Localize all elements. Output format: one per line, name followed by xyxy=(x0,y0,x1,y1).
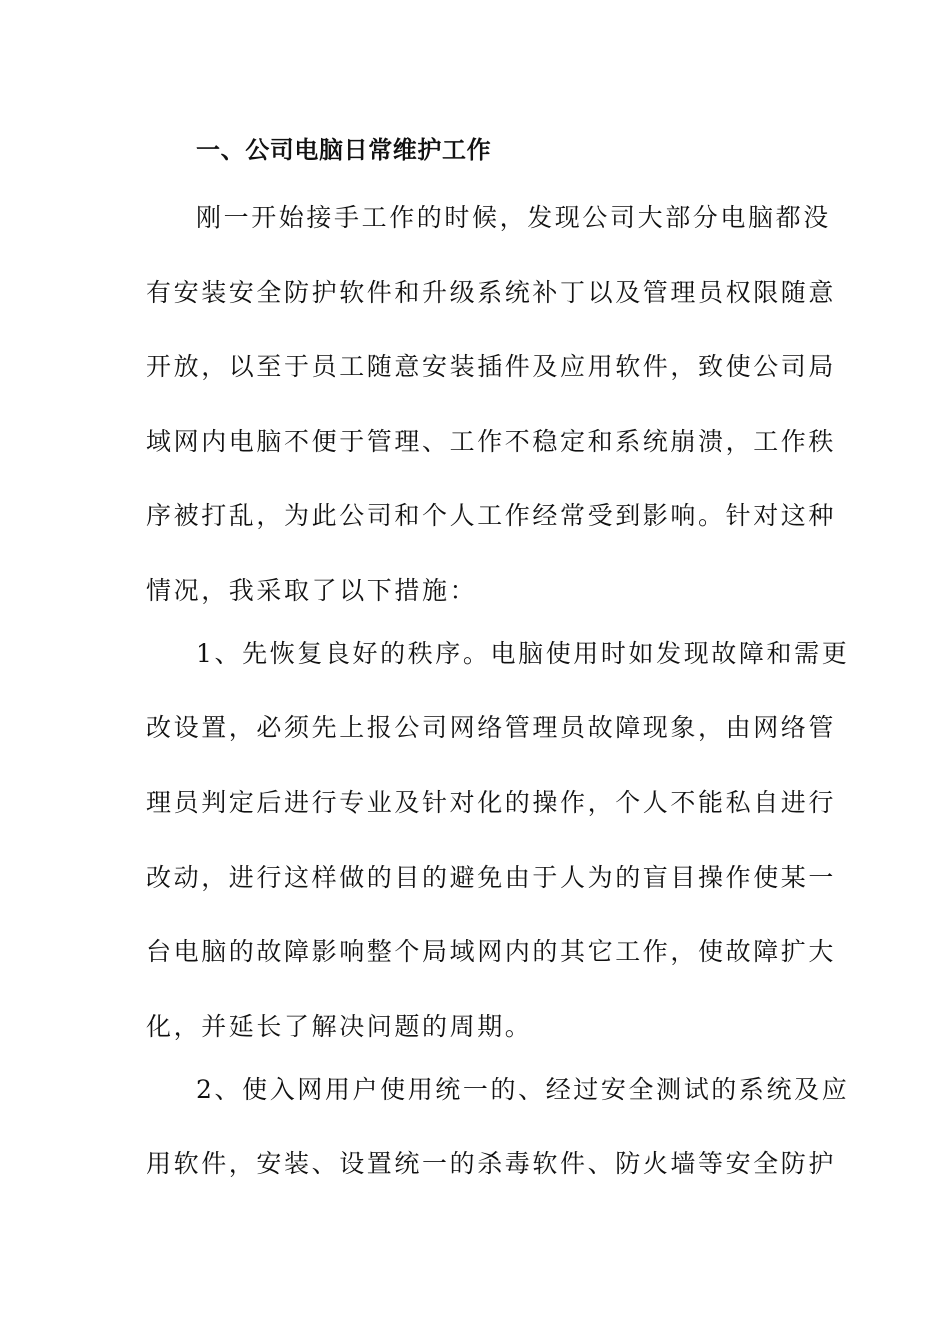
paragraph-line: 域网内电脑不便于管理、工作不稳定和系统崩溃，工作秩 xyxy=(146,427,837,456)
section-heading: 一、公司电脑日常维护工作 xyxy=(196,136,492,164)
paragraph-line: 有安装安全防护软件和升级系统补丁以及管理员权限随意 xyxy=(146,278,837,307)
paragraph-line: 化，并延长了解决问题的周期。 xyxy=(146,1012,533,1041)
paragraph-line: 改设置，必须先上报公司网络管理员故障现象，由网络管 xyxy=(146,713,837,742)
paragraph-line: 情况，我采取了以下措施： xyxy=(146,576,478,605)
paragraph-line: 开放，以至于员工随意安装插件及应用软件，致使公司局 xyxy=(146,352,837,381)
paragraph-line: 理员判定后进行专业及针对化的操作，个人不能私自进行 xyxy=(146,788,837,817)
paragraph-line: 1、先恢复良好的秩序。电脑使用时如发现故障和需更 xyxy=(196,639,850,668)
paragraph-line: 台电脑的故障影响整个局域网内的其它工作，使故障扩大 xyxy=(146,937,837,966)
paragraph-line: 刚一开始接手工作的时候，发现公司大部分电脑都没 xyxy=(196,203,831,232)
paragraph-line: 2、使入网用户使用统一的、经过安全测试的系统及应 xyxy=(196,1075,850,1104)
paragraph-line: 序被打乱，为此公司和个人工作经常受到影响。针对这种 xyxy=(146,501,837,530)
paragraph-line: 改动，进行这样做的目的避免由于人为的盲目操作使某一 xyxy=(146,863,837,892)
paragraph-line: 用软件，安装、设置统一的杀毒软件、防火墙等安全防护 xyxy=(146,1149,837,1178)
